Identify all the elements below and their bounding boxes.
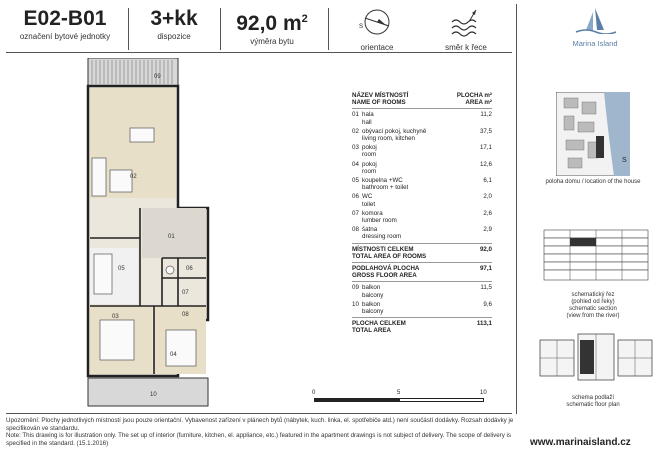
room-label-07: 07 xyxy=(182,290,189,296)
floor-plan xyxy=(70,58,310,408)
unit-code: E02-B01 xyxy=(23,7,107,30)
area-caption: výměra bytu xyxy=(250,37,294,46)
scale-label-0: 0 xyxy=(312,390,316,396)
table-row: 03 pokoj room 17,1 xyxy=(352,144,492,159)
table-header: NÁZEV MÍSTNOSTÍ NAME OF ROOMS PLOCHA m² AREA m² xyxy=(352,92,492,107)
right-column-divider xyxy=(516,4,517,414)
location-map xyxy=(556,92,630,176)
website-link[interactable]: www.marinaisland.cz xyxy=(530,437,631,448)
layout-caption: dispozice xyxy=(157,32,191,41)
total-rooms-row: MÍSTNOSTI CELKEM TOTAL AREA OF ROOMS 92,0 xyxy=(352,245,492,260)
unit-code-block xyxy=(6,6,124,48)
map-north-letter: S xyxy=(622,157,627,164)
area-block xyxy=(222,6,322,48)
room-label-08: 08 xyxy=(182,312,189,318)
compass-icon xyxy=(357,6,397,38)
area-value: 92,0 $m^2$ xyxy=(236,12,308,35)
kitchen-counter xyxy=(92,158,106,196)
orientation-caption: orientace xyxy=(360,43,394,52)
scale-label-10: 10 xyxy=(480,390,487,396)
table-row: 06 WC toilet 2,0 xyxy=(352,193,492,208)
footer-note: Upozornění: Plochy jednotlivých místností jsou pouze orientační. Vybavenost zařízení v plánech bytů (nábytek, kuch. linka, el. spotřebiče atd.) není součástí dodávky. Rozsah dodávky je specifikován ve standardu. Note: This drawing is for illustration only. The set up of interior (furniture, kitchen, el. appliance, etc.) featured in the apartment drawings is not subject of delivery. The scope of delivery is specified in the standard. (15.1.2016) xyxy=(6,417,514,447)
table-row: 09 balkon balcony 11,5 xyxy=(352,284,492,299)
balcony-list xyxy=(352,284,492,315)
section-caption: schematický řez (pohled od řeky) schematic section (view from the river) xyxy=(566,292,620,319)
river-block xyxy=(424,6,508,52)
floor-unit-marker xyxy=(580,340,594,374)
footer-rule xyxy=(6,413,512,414)
location-caption: poloha domu / location of the house xyxy=(545,179,641,185)
table-row: 04 pokoj room 12,6 xyxy=(352,160,492,175)
rooms-list xyxy=(352,111,492,240)
logo-text: Marina Island xyxy=(572,39,618,48)
layout-value: 3+kk xyxy=(150,7,198,30)
orientation-block xyxy=(332,6,422,52)
layout-block xyxy=(130,6,218,48)
table-row: 07 komora lumber room 2,6 xyxy=(352,209,492,225)
house-marker xyxy=(596,136,604,158)
room-label-06: 06 xyxy=(186,266,193,272)
room-label-02: 02 xyxy=(130,174,137,180)
scale-label-5: 5 xyxy=(397,390,401,396)
table-row: 02 obývací pokoj, kuchyně living room, kitchen 37,5 xyxy=(352,127,492,143)
unit-code-caption: označení bytové jednotky xyxy=(19,32,111,41)
room-label-03: 03 xyxy=(112,314,119,320)
bed-room-03 xyxy=(100,320,134,360)
river-caption: směr k řece xyxy=(445,43,487,52)
bed-room-04 xyxy=(166,330,196,366)
room-01-fill xyxy=(142,208,206,258)
section-unit-marker xyxy=(570,238,596,246)
room-label-10: 10 xyxy=(150,392,157,398)
gross-area-row: PODLAHOVÁ PLOCHA GROSS FLOOR AREA 97,1 xyxy=(352,265,492,280)
table-row: 01 hala hall 11,2 xyxy=(352,111,492,126)
divider xyxy=(220,8,221,50)
total-area-row: PLOCHA CELKEM TOTAL AREA 113,1 xyxy=(352,320,492,335)
toilet-wc xyxy=(166,266,174,274)
room-label-05: 05 xyxy=(118,266,125,272)
area-table xyxy=(352,92,492,335)
dining-table xyxy=(110,170,132,192)
balcony-bottom xyxy=(88,378,208,406)
room-label-01: 01 xyxy=(168,234,175,240)
divider xyxy=(328,8,329,50)
table-row: 10 balkon balcony 9,6 xyxy=(352,300,492,316)
balcony-top xyxy=(88,58,178,86)
header-rule xyxy=(6,52,512,53)
table-row: 05 koupelna +WC bathroom + toilet 6,1 xyxy=(352,177,492,192)
bathtub xyxy=(94,254,112,294)
room-label-09: 09 xyxy=(154,74,161,80)
brand-logo xyxy=(555,6,635,50)
marina-island-logo-icon xyxy=(570,6,620,34)
river-direction-icon xyxy=(446,6,486,38)
schematic-section xyxy=(540,226,652,286)
room-label-04: 04 xyxy=(170,352,177,358)
schematic-floor-plan xyxy=(536,330,656,384)
divider xyxy=(128,8,129,50)
floorplan-caption: schema podlaží schematic floor plan xyxy=(566,395,620,408)
table-row: 08 šatna dressing room 2,9 xyxy=(352,226,492,241)
scale-bar xyxy=(314,398,484,404)
compass-letter: S xyxy=(359,24,364,30)
sofa xyxy=(130,128,154,142)
